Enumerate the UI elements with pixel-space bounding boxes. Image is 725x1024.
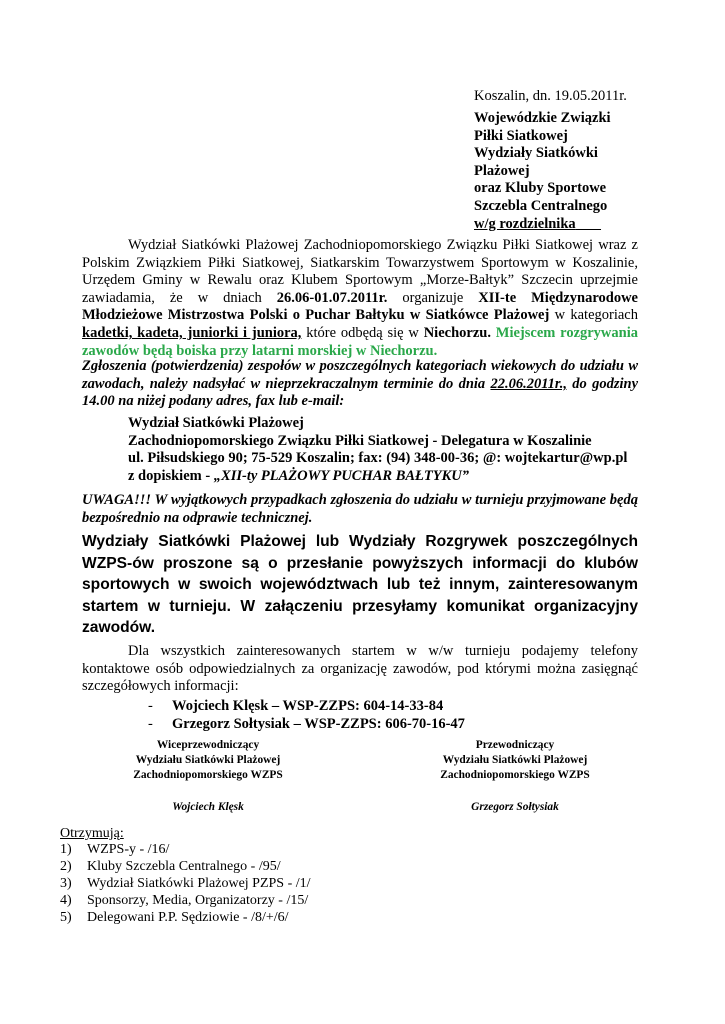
recipient-line: Wojewódzkie Związki [474,110,611,126]
address-line: z dopiskiem - „XII-ty PLAŻOWY PUCHAR BAŁTYKU” [128,467,470,484]
registration-deadline: 22.06.2011r., [490,375,567,392]
signature-vice-chair [108,738,308,815]
registration-paragraph: Zgłoszenia (potwierdzenia) zespołów w poszczególnych kategoriach wiekowych do udziału w zawodach, należy nadsyłać w nieprzekraczalnym terminie do dnia 22.06.2011r., do godziny 14.00 na niżej podany adres, fax lub e-mail: [82,358,638,410]
receiver-item: 3) Wydział Siatkówki Plażowej PZPS - /1/ [60,876,311,891]
address-line: ul. Piłsudskiego 90; 75-529 Koszalin; fax: (94) 348-00-36; @: wojtekartur@wp.pl [128,450,628,466]
recipient-line: Szczebla Centralnego [474,197,608,214]
receiver-item: 2) Kluby Szczebla Centralnego - /95/ [60,859,281,874]
signature-name: Wojciech Klęsk [172,801,244,813]
signature-role: Przewodniczący [475,739,555,751]
receivers-list [60,841,311,926]
signature-role: Zachodniopomorskiego WZPS [133,769,283,781]
contact-list [148,698,465,733]
contact-item: - Wojciech Klęsk – WSP-ZZPS: 604-14-33-84 [148,698,444,714]
distribution-text: w/g rozdzielnika [474,215,576,232]
address-line: Zachodniopomorskiego Związku Piłki Siatkowej - Delegatura w Koszalinie [128,432,592,449]
venue-note: Miejscem rozgrywania zawodów będą boiska przy latarni morskiej w Niechorzu. [82,324,639,359]
recipient-line: Piłki Siatkowej [474,127,568,144]
event-dates: 26.06-01.07.2011r. [276,289,388,306]
receiver-item: 1) WZPS-y - /16/ [60,842,170,857]
place-date: Koszalin, dn. 19.05.2011r. [474,88,627,104]
recipient-line: Wydziały Siatkówki [474,145,598,162]
receiver-item: 5) Delegowani P.P. Sędziowie - /8/+/6/ [60,910,289,925]
warning-paragraph: UWAGA!!! W wyjątkowych przypadkach zgłoszenia do udziału w turnieju przyjmowane będą bezpośrednio na odprawie technicznej. [82,492,638,526]
signature-role: Wiceprzewodniczący [156,739,260,751]
event-categories: kadetki, kadeta, juniorki i juniora, [82,324,302,341]
subject-note: „XII-ty PLAŻOWY PUCHAR BAŁTYKU” [213,467,470,484]
recipient-line: Plażowej [474,162,530,179]
registration-address [128,415,627,485]
event-name: XII-te Międzynarodowe Młodzieżowe Mistrzostwa Polski o Puchar Bałtyku w Siatkówce Plażowej [82,289,638,324]
signature-chair [405,738,625,815]
recipient-line: oraz Kluby Sportowe [474,180,607,197]
receiver-item: 4) Sponsorzy, Media, Organizatorzy - /15/ [60,893,309,908]
announcement-paragraph: Wydział Siatkówki Plażowej Zachodniopomorskiego Związku Piłki Siatkowej wraz z Polskim Związkiem Piłki Siatkowej, Siatkarskim Towarzystwem Sportowym w Koszalinie, Urzędem Gminy w Rewalu oraz Klubem Sportowym „Morze-Bałtyk” Szczecin uprzejmie zawiadamia, że w dniach 26.06-01.07.2011r. organizuje XII-te Międzynarodowe Młodzieżowe Mistrzostwa Polski o Puchar Bałtyku w Siatkówce Plażowej w kategoriach kadetki, kadeta, juniorki i juniora, które odbędą się w Niechorzu. Miejscem rozgrywania zawodów będą boiska przy latarni morskiej w Niechorzu. [82,237,639,359]
signature-role: Wydziału Siatkówki Plażowej [442,754,588,766]
event-place: Niechorzu. [423,324,491,341]
signature-role: Zachodniopomorskiego WZPS [440,769,590,781]
receivers-title: Otrzymują: [60,826,124,841]
address-line: Wydział Siatkówki Plażowej [128,415,304,431]
signature-name: Grzegorz Sołtysiak [471,801,559,813]
request-paragraph: Wydziały Siatkówki Plażowej lub Wydziały Rozgrywek poszczególnych WZPS-ów proszone są o przesłanie powyższych informacji do klubów sportowych w swoich województwach lub też innym, zainteresowanym startem w turnieju. W załączeniu przesyłamy komunikat organizacyjny zawodów. [82,533,638,637]
recipient-block [474,110,611,233]
contact-item: - Grzegorz Sołtysiak – WSP-ZZPS: 606-70-16-47 [148,715,465,732]
contacts-intro: Dla wszystkich zainteresowanych startem w w/w turnieju podajemy telefony kontaktowe osób odpowiedzialnych za organizację zawodów, pod którymi można zasięgnąć szczegółowych informacji: [82,643,638,695]
distribution-line [474,216,611,234]
signature-role: Wydziału Siatkówki Plażowej [135,754,281,766]
